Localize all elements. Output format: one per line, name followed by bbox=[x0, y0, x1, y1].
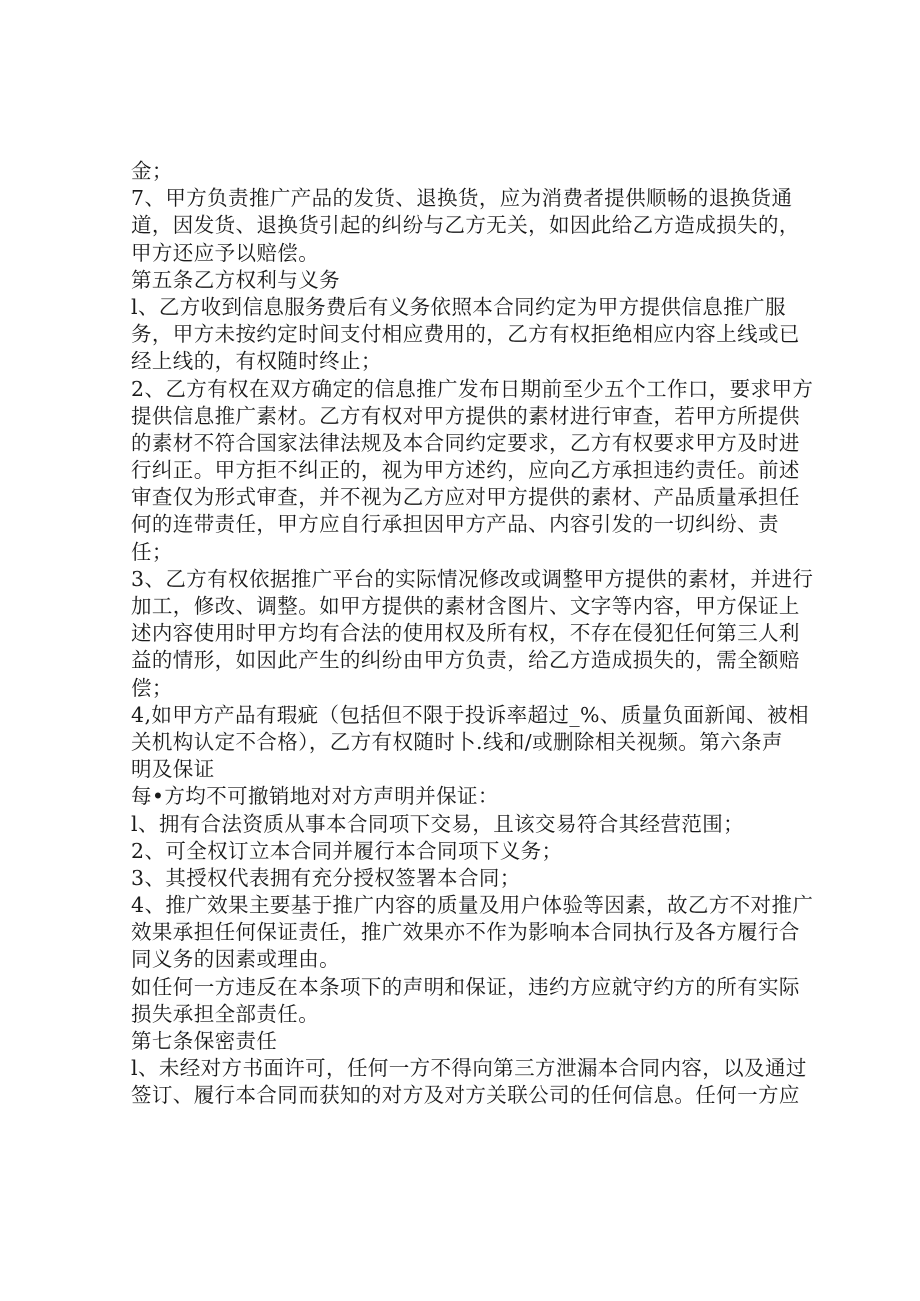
text-line: 3、其授权代表拥有充分授权签署本合同； bbox=[131, 865, 521, 890]
text-line: 任； bbox=[131, 539, 173, 564]
text-line: 金； bbox=[131, 159, 173, 183]
text-line: 的素材不符合国家法律法规及本合同约定要求，乙方有权要求甲方及时进 bbox=[131, 430, 800, 455]
text-line: 2、可全权订立本合同并履行本合同项下义务； bbox=[131, 838, 563, 863]
text-line: 述内容使用时甲方均有合法的使用权及所有权，不存在侵犯任何第三人利 bbox=[131, 621, 800, 646]
text-line: 效果承担任何保证责任，推广效果亦不作为影响本合同执行及各方履行合 bbox=[131, 920, 800, 945]
text-line: 行纠正。甲方拒不纠正的，视为甲方述约，应向乙方承担违约责任。前述 bbox=[131, 458, 800, 483]
text-line: 如任何一方违反在本条项下的声明和保证，违约方应就守约方的所有实际 bbox=[131, 974, 800, 999]
document-body bbox=[131, 158, 814, 1110]
text-line: l、未经对方书面许可，任何一方不得向第三方泄漏本合同内容，以及通过 bbox=[131, 1056, 807, 1081]
text-line: 第七条保密责任 bbox=[131, 1029, 278, 1053]
text-line: 4,如甲方产品有瑕疵（包括但不限于投诉率超过_%、质量负面新闻、被相 bbox=[131, 702, 809, 727]
text-line: 3、乙方有权依据推广平台的实际情况修改或调整甲方提供的素材，并进行 bbox=[131, 566, 814, 591]
text-line: 审查仅为形式审查，并不视为乙方应对甲方提供的素材、产品质量承担任 bbox=[131, 485, 800, 510]
text-line: 提供信息推广素材。乙方有权对甲方提供的素材进行审查，若甲方所提供 bbox=[131, 403, 800, 428]
text-line: l、拥有合法资质从事本合同项下交易，且该交易符合其经营范围； bbox=[131, 811, 745, 836]
text-line: 甲方还应予以赔偿。 bbox=[131, 240, 320, 265]
text-line: 同义务的因素或理由。 bbox=[131, 947, 340, 972]
text-line: 加工，修改、调整。如甲方提供的素材含图片、文字等内容，甲方保证上 bbox=[131, 594, 800, 618]
text-line: 偿； bbox=[131, 675, 173, 700]
text-line: 关机构认定不合格），乙方有权随时卜.线和/或删除相关视频。第六条声 bbox=[131, 729, 783, 754]
text-line: 务，甲方未按约定时间支付相应费用的，乙方有权拒绝相应内容上线或已 bbox=[131, 322, 800, 347]
text-line: 明及保证 bbox=[131, 757, 215, 782]
text-line: 经上线的，有权随时终止； bbox=[131, 349, 382, 374]
text-line: 每•方均不可撤销地对对方声明并保证： bbox=[131, 784, 499, 809]
text-line: 道，因发货、退换货引起的纠纷与乙方无关，如因此给乙方造成损失的， bbox=[131, 213, 800, 238]
text-line: l、乙方收到信息服务费后有义务依照本合同约定为甲方提供信息推广服 bbox=[131, 294, 786, 319]
text-line: 第五条乙方权利与义务 bbox=[131, 267, 340, 292]
text-line: 损失承担全部责任。 bbox=[131, 1001, 320, 1026]
text-line: 2、乙方有权在双方确定的信息推广发布日期前至少五个工作口，要求甲方 bbox=[131, 376, 814, 401]
text-line: 益的情形，如因此产生的纠纷由甲方负责，给乙方造成损失的，需全额赔 bbox=[131, 648, 800, 673]
text-line: 4、推广效果主要基于推广内容的质量及用户体验等因素，故乙方不对推广 bbox=[131, 893, 814, 918]
text-line: 何的连带责任，甲方应自行承担因甲方产品、内容引发的一切纠纷、责 bbox=[131, 512, 779, 537]
text-line: 7、甲方负责推广产品的发货、退换货，应为消费者提供顺畅的退换货通 bbox=[131, 186, 793, 211]
text-line: 签订、履行本合同而获知的对方及对方关联公司的任何信息。任何一方应 bbox=[131, 1083, 800, 1108]
